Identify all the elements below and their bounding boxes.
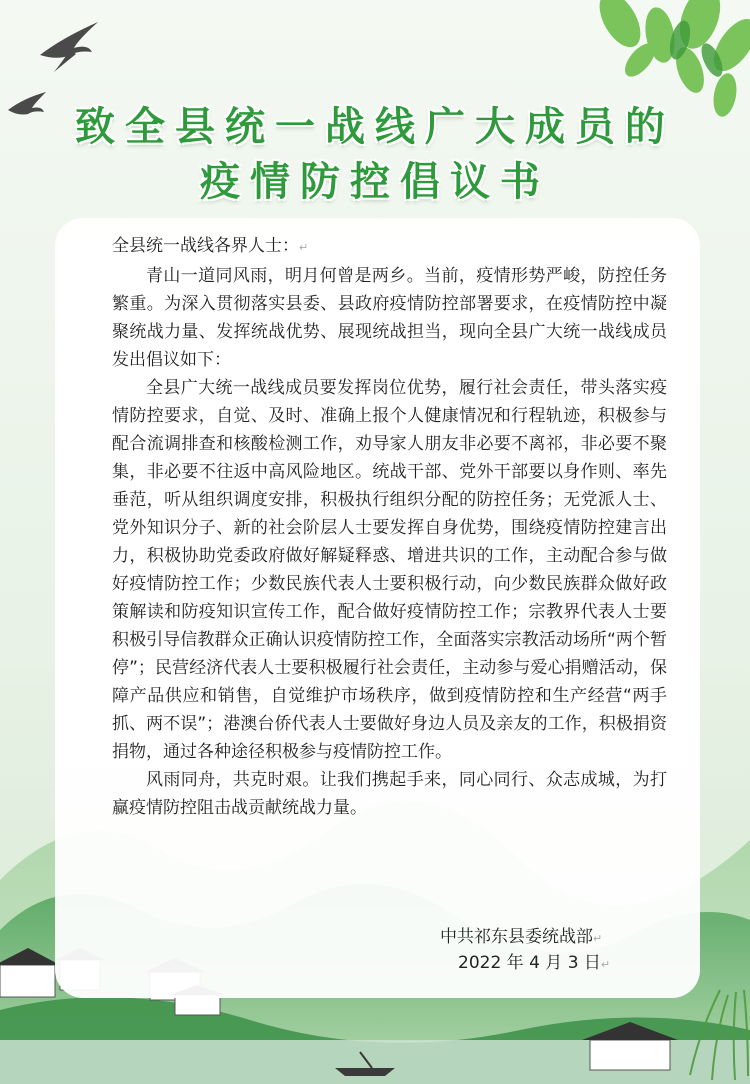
signature-date: 2022 年 4 月 3 日↵	[458, 953, 611, 973]
title-line-2: 疫情防控倡议书	[200, 158, 550, 205]
letter-body	[112, 232, 667, 822]
greeting: 全县统一战线各界人士：↵	[112, 236, 309, 256]
paragraph-2: 全县广大统一战线成员要发挥岗位优势，履行社会责任，带头落实疫情防控要求，自觉、及时、准确上报个人健康情况和行程轨迹，积极参与配合流调排查和核酸检测工作，劝导家人朋友非必要不离祁，非必要不聚集，非必要不往返中高风险地区。统战干部、党外干部要以身作则、率先垂范，听从组织调度安排，积极执行组织分配的防控任务；无党派人士、党外知识分子、新的社会阶层人士要发挥自身优势，围绕疫情防控建言出力，积极协助党委政府做好解疑释惑、增进共识的工作，主动配合参与做好疫情防控工作；少数民族代表人士要积极行动，向少数民族群众做好政策解读和防疫知识宣传工作，配合做好疫情防控工作；宗教界代表人士要积极引导信教群众正确认识疫情防控工作，全面落实宗教活动场所“两个暂停”；民营经济代表人士要积极履行社会责任，主动参与爱心捐赠活动，保障产品供应和销售，自觉维护市场秩序，做到疫情防控和生产经营“两手抓、两不误”；港澳台侨代表人士要做好身边人员及亲友的工作，积极捐资捐物，通过各种途径积极参与疫情防控工作。	[112, 378, 667, 762]
paragraph-1: 青山一道同风雨，明月何曾是两乡。当前，疫情形势严峻，防控任务繁重。为深入贯彻落实县委、县政府疫情防控部署要求，在疫情防控中凝聚统战力量、发挥统战优势、展现统战担当，现向全县广大统一战线成员发出倡议如下：	[112, 266, 667, 370]
title-line-1: 致全县统一战线广大成员的	[75, 103, 675, 150]
signature-org: 中共祁东县委统战部↵	[440, 927, 603, 947]
paragraph-3: 风雨同舟，共克时艰。让我们携起手来，同心同行、众志成城，为打赢疫情防控阻击战贡献统战力量。	[112, 770, 667, 818]
